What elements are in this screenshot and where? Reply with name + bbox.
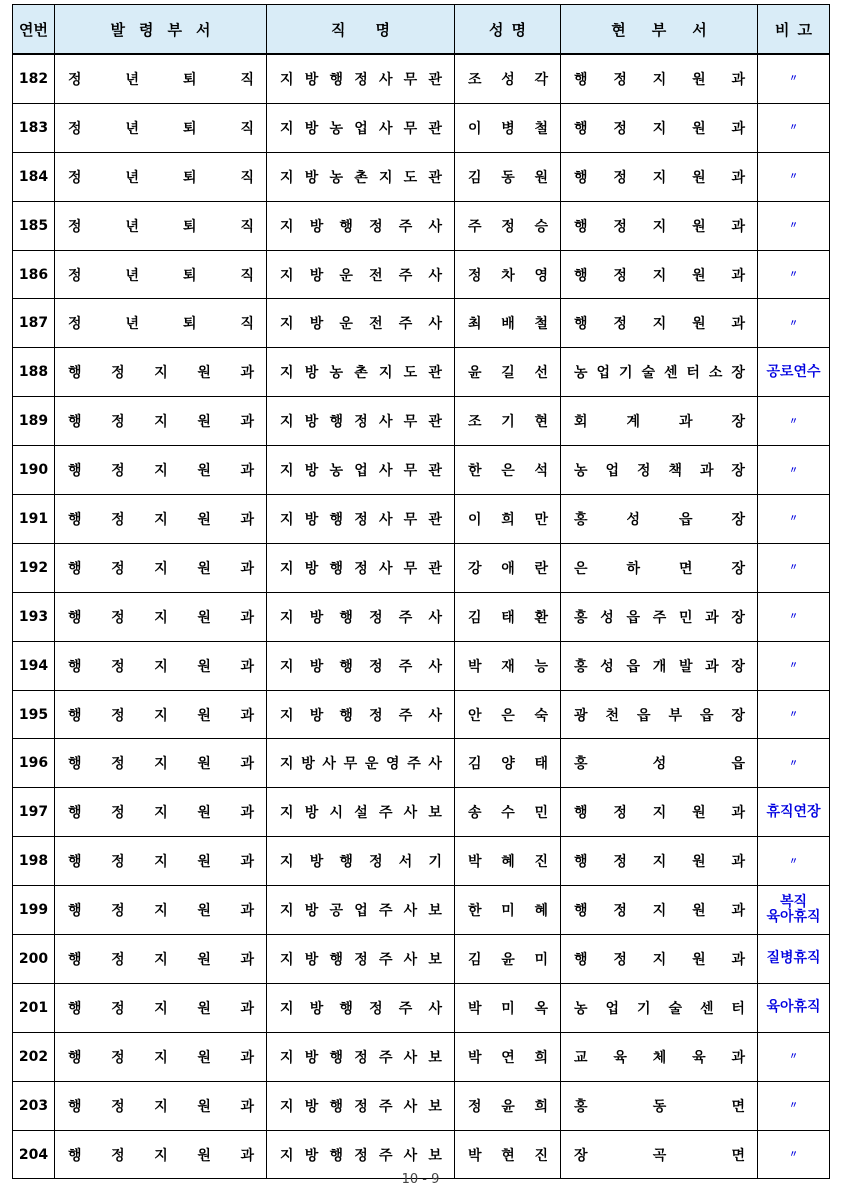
issuing-department: 정 년 퇴 직 xyxy=(55,152,267,201)
person-name: 한 은 석 xyxy=(455,446,561,495)
remark-cell xyxy=(758,592,830,641)
job-title: 지 방 시 설 주 사 보 xyxy=(267,788,455,837)
remark-cell xyxy=(758,788,830,837)
remark-cell xyxy=(758,690,830,739)
current-department: 행 정 지 원 과 xyxy=(561,103,758,152)
header-current-dept: 현부서 xyxy=(561,5,758,55)
row-number: 190 xyxy=(13,446,55,495)
job-title: 지 방 사 무 운 영 주 사 xyxy=(267,739,455,788)
remark-cell xyxy=(758,250,830,299)
person-name: 이 희 만 xyxy=(455,495,561,544)
row-number: 189 xyxy=(13,397,55,446)
row-number: 187 xyxy=(13,299,55,348)
row-number: 186 xyxy=(13,250,55,299)
remark-text: 〃 xyxy=(788,172,798,183)
remark-text: 〃 xyxy=(788,1150,798,1161)
remark-cell xyxy=(758,1081,830,1130)
remark-text: 〃 xyxy=(788,1052,798,1063)
table-row xyxy=(13,299,830,348)
remark-cell xyxy=(758,201,830,250)
row-number: 198 xyxy=(13,837,55,886)
remark-text: 〃 xyxy=(788,270,798,280)
remark-cell xyxy=(758,348,830,397)
row-number: 204 xyxy=(13,1130,55,1179)
issuing-department: 행 정 지 원 과 xyxy=(55,739,267,788)
current-department: 교 육 체 육 과 xyxy=(561,1032,758,1081)
job-title: 지 방 행 정 주 사 보 xyxy=(267,1032,455,1081)
remark-cell xyxy=(758,1032,830,1081)
job-title: 지 방 공 업 주 사 보 xyxy=(267,886,455,935)
issuing-department: 행 정 지 원 과 xyxy=(55,397,267,446)
person-name: 조 기 현 xyxy=(455,397,561,446)
header-position: 직명 xyxy=(267,5,455,55)
current-department: 행 정 지 원 과 xyxy=(561,837,758,886)
row-number: 195 xyxy=(13,690,55,739)
issuing-department: 행 정 지 원 과 xyxy=(55,886,267,935)
person-name: 정 차 영 xyxy=(455,250,561,299)
current-department: 농 업 기 술 센 터 소 장 xyxy=(561,348,758,397)
issuing-department: 행 정 지 원 과 xyxy=(55,543,267,592)
page-number: 10 - 9 xyxy=(401,1172,440,1187)
table-row xyxy=(13,103,830,152)
person-name: 조 성 각 xyxy=(455,54,561,103)
issuing-department: 행 정 지 원 과 xyxy=(55,592,267,641)
row-number: 191 xyxy=(13,495,55,544)
person-name: 김 동 원 xyxy=(455,152,561,201)
issuing-department: 정 년 퇴 직 xyxy=(55,201,267,250)
job-title: 지 방 행 정 주 사 보 xyxy=(267,935,455,984)
job-title: 지 방 행 정 주 사 xyxy=(267,983,455,1032)
issuing-department: 행 정 지 원 과 xyxy=(55,788,267,837)
remark-cell xyxy=(758,983,830,1032)
job-title: 지 방 행 정 사 무 관 xyxy=(267,543,455,592)
table-row xyxy=(13,1032,830,1081)
remark-text: 〃 xyxy=(788,661,798,672)
person-name: 박 현 진 xyxy=(455,1130,561,1179)
remark-text: 육아휴직 xyxy=(766,999,821,1016)
remark-text: 휴직연장 xyxy=(766,803,821,820)
row-number: 183 xyxy=(13,103,55,152)
table-row xyxy=(13,250,830,299)
remark-cell xyxy=(758,103,830,152)
person-name: 송 수 민 xyxy=(455,788,561,837)
person-name: 박 연 희 xyxy=(455,1032,561,1081)
remark-text: 〃 xyxy=(788,416,798,427)
person-name: 주 정 승 xyxy=(455,201,561,250)
current-department: 홍 성 읍 주 민 과 장 xyxy=(561,592,758,641)
table-row xyxy=(13,983,830,1032)
row-number: 188 xyxy=(13,348,55,397)
issuing-department: 행 정 지 원 과 xyxy=(55,495,267,544)
remark-cell xyxy=(758,641,830,690)
job-title: 지 방 행 정 주 사 xyxy=(267,641,455,690)
current-department: 행 정 지 원 과 xyxy=(561,788,758,837)
job-title: 지 방 행 정 주 사 xyxy=(267,690,455,739)
table-row xyxy=(13,690,830,739)
job-title: 지 방 행 정 사 무 관 xyxy=(267,54,455,103)
remark-text: 공로연수 xyxy=(766,363,821,380)
remark-text: 복직 육아휴직 xyxy=(766,894,821,926)
job-title: 지 방 행 정 사 무 관 xyxy=(267,397,455,446)
issuing-department: 행 정 지 원 과 xyxy=(55,1130,267,1179)
remark-text: 〃 xyxy=(788,465,798,476)
current-department: 광 천 읍 부 읍 장 xyxy=(561,690,758,739)
remark-text: 〃 xyxy=(788,710,798,721)
table-row xyxy=(13,935,830,984)
current-department: 행 정 지 원 과 xyxy=(561,54,758,103)
current-department: 홍 동 면 xyxy=(561,1081,758,1130)
current-department: 행 정 지 원 과 xyxy=(561,299,758,348)
person-name: 한 미 혜 xyxy=(455,886,561,935)
job-title: 지 방 농 업 사 무 관 xyxy=(267,446,455,495)
row-number: 203 xyxy=(13,1081,55,1130)
current-department: 은 하 면 장 xyxy=(561,543,758,592)
current-department: 홍 성 읍 개 발 과 장 xyxy=(561,641,758,690)
current-department: 행 정 지 원 과 xyxy=(561,935,758,984)
person-name: 최 배 철 xyxy=(455,299,561,348)
table-row xyxy=(13,788,830,837)
remark-text: 〃 xyxy=(788,856,798,867)
remark-text: 〃 xyxy=(788,758,798,769)
issuing-department: 행 정 지 원 과 xyxy=(55,837,267,886)
remark-cell xyxy=(758,543,830,592)
current-department: 농 업 기 술 센 터 xyxy=(561,983,758,1032)
remark-cell xyxy=(758,837,830,886)
issuing-department: 정 년 퇴 직 xyxy=(55,103,267,152)
remark-text: 〃 xyxy=(788,1101,798,1112)
table-row xyxy=(13,54,830,103)
person-name: 박 혜 진 xyxy=(455,837,561,886)
header-name: 성명 xyxy=(455,5,561,55)
person-name: 김 태 환 xyxy=(455,592,561,641)
issuing-department: 정 년 퇴 직 xyxy=(55,250,267,299)
row-number: 200 xyxy=(13,935,55,984)
table-row xyxy=(13,592,830,641)
table-header-row xyxy=(13,5,830,55)
table-body xyxy=(13,54,830,1179)
header-remark: 비고 xyxy=(758,5,830,55)
table-row xyxy=(13,543,830,592)
current-department: 농 업 정 책 과 장 xyxy=(561,446,758,495)
person-name: 윤 길 선 xyxy=(455,348,561,397)
job-title: 지 방 행 정 주 사 보 xyxy=(267,1081,455,1130)
current-department: 행 정 지 원 과 xyxy=(561,152,758,201)
issuing-department: 행 정 지 원 과 xyxy=(55,983,267,1032)
table-row xyxy=(13,886,830,935)
remark-text: 질병휴직 xyxy=(766,950,821,967)
remark-cell xyxy=(758,935,830,984)
table-row xyxy=(13,397,830,446)
issuing-department: 행 정 지 원 과 xyxy=(55,641,267,690)
job-title: 지 방 농 촌 지 도 관 xyxy=(267,348,455,397)
issuing-department: 행 정 지 원 과 xyxy=(55,1032,267,1081)
current-department: 홍 성 읍 장 xyxy=(561,495,758,544)
table-row xyxy=(13,201,830,250)
row-number: 201 xyxy=(13,983,55,1032)
person-name: 김 양 태 xyxy=(455,739,561,788)
remark-cell xyxy=(758,446,830,495)
job-title: 지 방 농 업 사 무 관 xyxy=(267,103,455,152)
issuing-department: 행 정 지 원 과 xyxy=(55,348,267,397)
header-dept: 발령부서 xyxy=(55,5,267,55)
remark-text: 〃 xyxy=(788,123,798,134)
remark-cell xyxy=(758,886,830,935)
row-number: 182 xyxy=(13,54,55,103)
table-row xyxy=(13,739,830,788)
issuing-department: 행 정 지 원 과 xyxy=(55,1081,267,1130)
table-row xyxy=(13,837,830,886)
person-name: 강 애 란 xyxy=(455,543,561,592)
remark-cell xyxy=(758,299,830,348)
row-number: 202 xyxy=(13,1032,55,1081)
job-title: 지 방 운 전 주 사 xyxy=(267,299,455,348)
current-department: 장 곡 면 xyxy=(561,1130,758,1179)
person-name: 이 병 철 xyxy=(455,103,561,152)
current-department: 회 계 과 장 xyxy=(561,397,758,446)
issuing-department: 정 년 퇴 직 xyxy=(55,299,267,348)
remark-text: 〃 xyxy=(788,514,798,525)
job-title: 지 방 농 촌 지 도 관 xyxy=(267,152,455,201)
current-department: 행 정 지 원 과 xyxy=(561,201,758,250)
current-department: 행 정 지 원 과 xyxy=(561,886,758,935)
row-number: 196 xyxy=(13,739,55,788)
current-department: 홍 성 읍 xyxy=(561,739,758,788)
remark-text: 〃 xyxy=(788,74,798,85)
job-title: 지 방 행 정 서 기 xyxy=(267,837,455,886)
issuing-department: 행 정 지 원 과 xyxy=(55,690,267,739)
current-department: 행 정 지 원 과 xyxy=(561,250,758,299)
job-title: 지 방 운 전 주 사 xyxy=(267,250,455,299)
table-row xyxy=(13,446,830,495)
issuing-department: 행 정 지 원 과 xyxy=(55,935,267,984)
job-title: 지 방 행 정 사 무 관 xyxy=(267,495,455,544)
person-name: 안 은 숙 xyxy=(455,690,561,739)
issuing-department: 정 년 퇴 직 xyxy=(55,54,267,103)
table-row xyxy=(13,495,830,544)
remark-text: 〃 xyxy=(788,612,798,623)
remark-cell xyxy=(758,397,830,446)
row-number: 197 xyxy=(13,788,55,837)
remark-cell xyxy=(758,54,830,103)
table-row xyxy=(13,1081,830,1130)
table-row xyxy=(13,152,830,201)
person-name: 김 윤 미 xyxy=(455,935,561,984)
table-row xyxy=(13,348,830,397)
job-title: 지 방 행 정 주 사 xyxy=(267,592,455,641)
remark-cell xyxy=(758,495,830,544)
row-number: 194 xyxy=(13,641,55,690)
job-title: 지 방 행 정 주 사 xyxy=(267,201,455,250)
row-number: 192 xyxy=(13,543,55,592)
issuing-department: 행 정 지 원 과 xyxy=(55,446,267,495)
person-name: 박 재 능 xyxy=(455,641,561,690)
header-no: 연번 xyxy=(13,5,55,55)
row-number: 193 xyxy=(13,592,55,641)
table-row xyxy=(13,641,830,690)
row-number: 199 xyxy=(13,886,55,935)
person-name: 정 윤 희 xyxy=(455,1081,561,1130)
remark-text: 〃 xyxy=(788,318,798,329)
personnel-order-table xyxy=(12,4,830,1179)
row-number: 184 xyxy=(13,152,55,201)
remark-text: 〃 xyxy=(788,563,798,574)
remark-text: 〃 xyxy=(788,221,798,232)
person-name: 박 미 옥 xyxy=(455,983,561,1032)
row-number: 185 xyxy=(13,201,55,250)
remark-cell xyxy=(758,152,830,201)
job-title: 지 방 행 정 주 사 보 xyxy=(267,1130,455,1179)
remark-cell xyxy=(758,739,830,788)
